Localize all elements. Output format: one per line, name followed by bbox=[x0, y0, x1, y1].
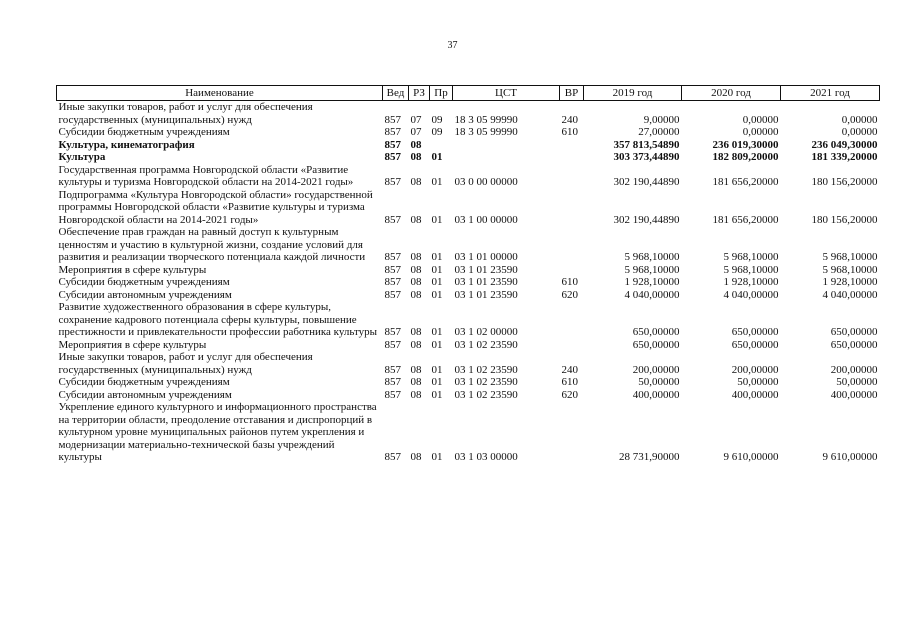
cell-pr: 01 bbox=[431, 263, 443, 276]
column-header-2019: 2019 год bbox=[584, 86, 682, 101]
cell-cst: 03 1 01 23590 bbox=[454, 276, 518, 288]
cell-cst: 03 1 01 00000 bbox=[454, 251, 518, 263]
cell-2020: 400,00000 bbox=[731, 388, 779, 401]
cell-ved: 857 bbox=[384, 138, 401, 151]
cell-vr bbox=[560, 151, 584, 164]
cell-ved: 857 bbox=[384, 263, 401, 276]
cell-name: Субсидии автономным учреждениям bbox=[58, 288, 232, 301]
cell-vr bbox=[560, 339, 584, 352]
cell-2019: 400,00000 bbox=[632, 388, 680, 401]
cell-2021: 4 040,00000 bbox=[822, 288, 878, 301]
cell-2019: 50,00000 bbox=[638, 376, 680, 388]
cell-rz: 08 bbox=[410, 451, 422, 463]
budget-table bbox=[56, 85, 880, 464]
cell-name: Субсидии бюджетным учреждениям bbox=[58, 276, 230, 288]
cell-2019: 302 190,44890 bbox=[613, 213, 680, 226]
table-row bbox=[57, 401, 880, 464]
column-header-rz: РЗ bbox=[409, 86, 430, 101]
cell-name: Государственная программа Новгородской области «Развитие культуры и туризма Новгородской области на 2014-2021 годы» bbox=[58, 163, 354, 188]
cell-cst: 03 1 02 23590 bbox=[454, 338, 518, 351]
table-row bbox=[57, 101, 880, 127]
cell-rz: 08 bbox=[410, 213, 422, 226]
cell-2021: 5 968,10000 bbox=[822, 263, 878, 276]
cell-ved: 857 bbox=[384, 451, 401, 463]
cell-rz: 08 bbox=[410, 251, 422, 263]
cell-rz: 07 bbox=[410, 113, 422, 126]
cell-cst bbox=[453, 151, 560, 164]
cell-pr: 01 bbox=[431, 151, 443, 163]
table-row bbox=[57, 189, 880, 227]
cell-cst: 03 1 00 00000 bbox=[454, 213, 518, 226]
cell-2021: 0,00000 bbox=[841, 126, 878, 138]
cell-2019: 650,00000 bbox=[632, 326, 680, 338]
cell-2021: 0,00000 bbox=[841, 113, 878, 126]
cell-2020: 200,00000 bbox=[731, 363, 779, 376]
cell-2019: 200,00000 bbox=[632, 363, 680, 376]
cell-rz: 08 bbox=[410, 263, 422, 276]
column-header-vr: ВР bbox=[560, 86, 584, 101]
cell-pr bbox=[430, 139, 453, 152]
cell-rz: 08 bbox=[410, 176, 422, 188]
cell-rz: 08 bbox=[410, 363, 422, 376]
column-header-cst: ЦСТ bbox=[453, 86, 560, 101]
cell-2021: 400,00000 bbox=[830, 388, 878, 401]
cell-2019: 5 968,10000 bbox=[624, 251, 680, 263]
cell-vr: 620 bbox=[561, 288, 578, 301]
cell-rz: 08 bbox=[410, 388, 422, 401]
cell-cst bbox=[453, 139, 560, 152]
cell-name: Обеспечение прав граждан на равный доступ к культурным ценностям и участию в культурной жизни, создание условий для развития и реализации творческого потенциала каждой личности bbox=[58, 226, 366, 263]
cell-cst: 03 1 02 23590 bbox=[454, 388, 518, 401]
cell-name: Культура bbox=[58, 151, 106, 163]
cell-name: Субсидии бюджетным учреждениям bbox=[58, 376, 230, 388]
cell-2020: 182 809,20000 bbox=[712, 151, 779, 163]
cell-2021: 5 968,10000 bbox=[822, 251, 878, 263]
cell-ved: 857 bbox=[384, 176, 401, 188]
cell-rz: 08 bbox=[410, 376, 422, 388]
cell-vr bbox=[560, 139, 584, 152]
cell-name: Субсидии автономным учреждениям bbox=[58, 388, 232, 401]
cell-2019: 28 731,90000 bbox=[619, 451, 680, 463]
cell-2020: 9 610,00000 bbox=[723, 451, 779, 463]
table-header-row bbox=[57, 86, 880, 101]
table-row bbox=[57, 139, 880, 152]
cell-vr: 610 bbox=[561, 126, 578, 138]
cell-2019: 357 813,54890 bbox=[613, 138, 680, 151]
cell-name: Культура, кинематография bbox=[58, 138, 195, 151]
cell-2021: 650,00000 bbox=[830, 338, 878, 351]
cell-2021: 9 610,00000 bbox=[822, 451, 878, 463]
cell-2021: 1 928,10000 bbox=[822, 276, 878, 288]
cell-ved: 857 bbox=[384, 376, 401, 388]
cell-cst: 03 0 00 00000 bbox=[454, 176, 518, 188]
cell-2021: 50,00000 bbox=[836, 376, 878, 388]
cell-ved: 857 bbox=[384, 276, 401, 288]
cell-cst: 18 3 05 99990 bbox=[454, 113, 518, 126]
cell-pr: 01 bbox=[431, 326, 443, 338]
cell-vr: 610 bbox=[561, 276, 578, 288]
cell-2019: 1 928,10000 bbox=[624, 276, 680, 288]
cell-2019: 302 190,44890 bbox=[613, 176, 680, 188]
cell-rz: 08 bbox=[410, 338, 422, 351]
cell-2021: 180 156,20000 bbox=[811, 213, 878, 226]
cell-ved: 857 bbox=[384, 363, 401, 376]
cell-ved: 857 bbox=[384, 338, 401, 351]
cell-pr: 01 bbox=[431, 213, 443, 226]
cell-2020: 181 656,20000 bbox=[712, 213, 779, 226]
cell-rz: 08 bbox=[410, 276, 422, 288]
cell-name: Мероприятия в сфере культуры bbox=[58, 263, 207, 276]
cell-pr: 01 bbox=[431, 451, 443, 463]
cell-2019: 650,00000 bbox=[632, 338, 680, 351]
cell-vr: 240 bbox=[561, 113, 578, 126]
cell-cst: 03 1 02 23590 bbox=[454, 376, 518, 388]
cell-ved: 857 bbox=[384, 151, 401, 163]
cell-pr: 01 bbox=[431, 388, 443, 401]
cell-name: Иные закупки товаров, работ и услуг для обеспечения государственных (муниципальных) нужд bbox=[58, 101, 313, 126]
cell-2019: 5 968,10000 bbox=[624, 263, 680, 276]
table-row bbox=[57, 351, 880, 376]
table-row bbox=[57, 376, 880, 389]
cell-ved: 857 bbox=[384, 251, 401, 263]
column-header-name: Наименование bbox=[57, 86, 383, 101]
table-row bbox=[57, 339, 880, 352]
cell-cst: 18 3 05 99990 bbox=[454, 126, 518, 138]
cell-2019: 4 040,00000 bbox=[624, 288, 680, 301]
table-row bbox=[57, 164, 880, 189]
cell-pr: 01 bbox=[431, 176, 443, 188]
column-header-2021: 2021 год bbox=[781, 86, 880, 101]
table-row bbox=[57, 226, 880, 264]
column-header-pr: Пр bbox=[430, 86, 453, 101]
cell-2021: 200,00000 bbox=[830, 363, 878, 376]
cell-rz: 08 bbox=[410, 138, 422, 151]
cell-2021: 650,00000 bbox=[830, 326, 878, 338]
cell-2020: 181 656,20000 bbox=[712, 176, 779, 188]
cell-rz: 08 bbox=[410, 288, 422, 301]
cell-vr bbox=[560, 189, 584, 227]
cell-2021: 181 339,20000 bbox=[811, 151, 878, 163]
table-row bbox=[57, 276, 880, 289]
cell-rz: 07 bbox=[410, 126, 422, 138]
cell-cst: 03 1 02 23590 bbox=[454, 363, 518, 376]
cell-pr: 09 bbox=[431, 113, 443, 126]
cell-name: Подпрограмма «Культура Новгородской области» государственной программы Новгородской области «Развитие культуры и туризма Новгородской области на 2014-2021 годы» bbox=[58, 188, 373, 226]
cell-cst: 03 1 02 00000 bbox=[454, 326, 518, 338]
cell-vr: 610 bbox=[561, 376, 578, 388]
cell-name: Мероприятия в сфере культуры bbox=[58, 338, 207, 351]
cell-cst: 03 1 01 23590 bbox=[454, 263, 518, 276]
table-row bbox=[57, 151, 880, 164]
cell-vr bbox=[560, 164, 584, 189]
cell-pr: 01 bbox=[431, 288, 443, 301]
cell-2019: 303 373,44890 bbox=[613, 151, 680, 163]
column-header-2020: 2020 год bbox=[682, 86, 781, 101]
cell-ved: 857 bbox=[384, 388, 401, 401]
cell-name: Укрепление единого культурного и информационного пространства на территории области, преодоление отставания и диспропорций в культурном уровне муниципальных районов путем укрепления и модернизации материально-технической базы учреждений культуры bbox=[58, 401, 377, 463]
cell-cst: 03 1 01 23590 bbox=[454, 288, 518, 301]
cell-2021: 236 049,30000 bbox=[811, 138, 878, 151]
cell-ved: 857 bbox=[384, 113, 401, 126]
cell-2020: 4 040,00000 bbox=[723, 288, 779, 301]
cell-2020: 50,00000 bbox=[737, 376, 779, 388]
cell-ved: 857 bbox=[384, 213, 401, 226]
cell-name: Иные закупки товаров, работ и услуг для обеспечения государственных (муниципальных) нужд bbox=[58, 351, 313, 376]
cell-vr bbox=[560, 301, 584, 339]
cell-rz: 08 bbox=[410, 326, 422, 338]
table-row bbox=[57, 126, 880, 139]
cell-pr: 01 bbox=[431, 338, 443, 351]
cell-vr: 240 bbox=[561, 363, 578, 376]
cell-2020: 5 968,10000 bbox=[723, 263, 779, 276]
cell-2019: 27,00000 bbox=[638, 126, 680, 138]
cell-name: Субсидии бюджетным учреждениям bbox=[58, 126, 230, 138]
cell-vr: 620 bbox=[561, 388, 578, 401]
table-row bbox=[57, 289, 880, 302]
table-body bbox=[57, 101, 880, 464]
cell-2020: 1 928,10000 bbox=[723, 276, 779, 288]
table-row bbox=[57, 264, 880, 277]
cell-2020: 0,00000 bbox=[742, 113, 779, 126]
cell-pr: 09 bbox=[431, 126, 443, 138]
cell-2020: 0,00000 bbox=[742, 126, 779, 138]
cell-ved: 857 bbox=[384, 326, 401, 338]
cell-ved: 857 bbox=[384, 126, 401, 138]
cell-pr: 01 bbox=[431, 251, 443, 263]
cell-2020: 650,00000 bbox=[731, 338, 779, 351]
cell-pr: 01 bbox=[431, 376, 443, 388]
table-row bbox=[57, 389, 880, 402]
cell-name: Развитие художественного образования в сфере культуры, сохранение кадрового потенциала сферы культуры, повышение престижности и привлекательности профессии работника культуры bbox=[58, 301, 378, 338]
cell-cst: 03 1 03 00000 bbox=[454, 451, 518, 463]
cell-2020: 236 019,30000 bbox=[712, 138, 779, 151]
cell-pr: 01 bbox=[431, 363, 443, 376]
cell-2020: 5 968,10000 bbox=[723, 251, 779, 263]
cell-2020: 650,00000 bbox=[731, 326, 779, 338]
column-header-ved: Вед bbox=[383, 86, 409, 101]
cell-vr bbox=[560, 264, 584, 277]
cell-vr bbox=[560, 401, 584, 464]
cell-vr bbox=[560, 226, 584, 264]
cell-ved: 857 bbox=[384, 288, 401, 301]
cell-2019: 9,00000 bbox=[643, 113, 680, 126]
cell-pr: 01 bbox=[431, 276, 443, 288]
cell-rz: 08 bbox=[410, 151, 422, 163]
page-number: 37 bbox=[447, 40, 458, 51]
table-row bbox=[57, 301, 880, 339]
cell-2021: 180 156,20000 bbox=[811, 176, 878, 188]
